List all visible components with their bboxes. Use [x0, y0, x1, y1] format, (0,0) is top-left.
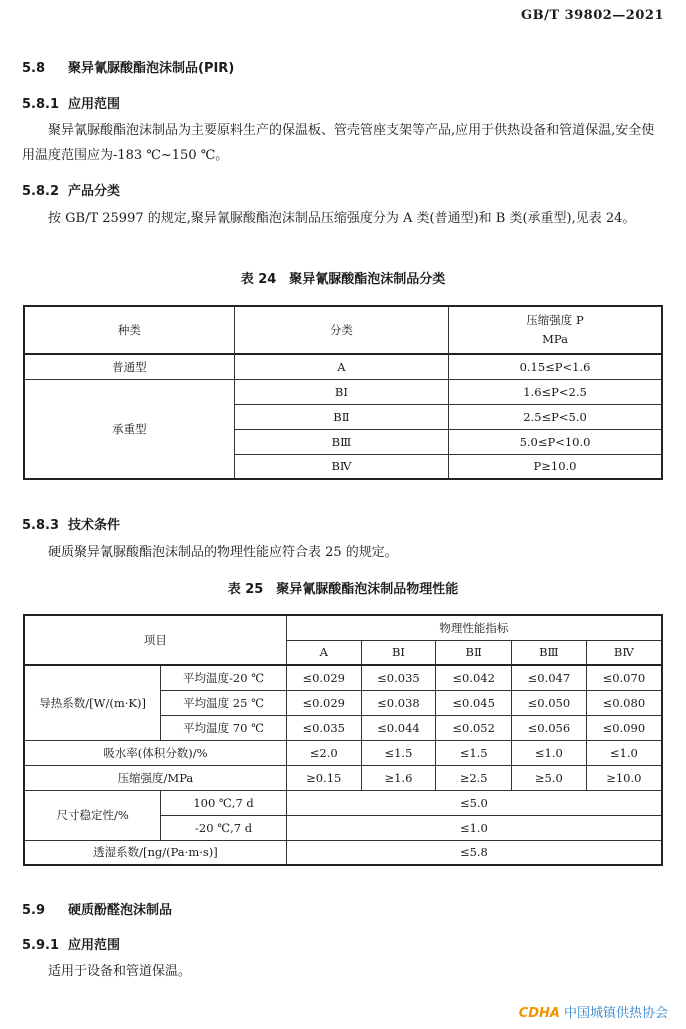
heading-5-9-1: 5.9.1 应用范围	[22, 938, 121, 953]
t25-condition: 平均温度 25 ℃	[161, 690, 287, 715]
t24-class: BⅣ	[234, 454, 448, 479]
t24-value-a: 0.15≤P<1.6	[449, 354, 662, 379]
t24-kind-normal: 普通型	[24, 354, 234, 379]
t25-cell: ≤0.035	[286, 715, 361, 740]
t25-water-absorption-label: 吸水率(体积分数)/%	[24, 740, 286, 765]
t25-cell: ≥2.5	[436, 765, 512, 790]
t25-vapor-permeability-label: 透湿系数/[ng/(Pa·m·s)]	[24, 840, 286, 865]
t25-condition: 平均温度-20 ℃	[161, 665, 287, 690]
t25-cell: ≥10.0	[586, 765, 662, 790]
watermark	[519, 1002, 668, 1021]
t25-cell: ≤0.045	[436, 690, 512, 715]
t25-cell: ≤0.052	[436, 715, 512, 740]
t25-cell: ≤1.0	[286, 815, 662, 840]
t25-col-header: BⅢ	[512, 640, 587, 665]
t25-condition: 100 ℃,7 d	[161, 790, 287, 815]
t25-condition: 平均温度 70 ℃	[161, 715, 287, 740]
heading-5-8-2: 5.8.2 产品分类	[22, 184, 121, 199]
paragraph-5-9-1: 适用于设备和管道保温。	[48, 964, 192, 979]
t25-cell: ≤0.042	[436, 665, 512, 690]
t24-header-class: 分类	[234, 306, 448, 354]
t24-value: P≥10.0	[449, 454, 662, 479]
t24-class: BⅡ	[234, 404, 448, 429]
t25-header-item: 项目	[24, 615, 286, 665]
t25-cell: ≤1.5	[361, 740, 436, 765]
t24-header-kind: 种类	[24, 306, 234, 354]
t25-cell: ≤1.5	[436, 740, 512, 765]
t25-cell: ≤0.047	[512, 665, 587, 690]
t25-cell: ≤1.0	[586, 740, 662, 765]
standard-number: GB/T 39802—2021	[521, 8, 664, 23]
t25-cell: ≤0.090	[586, 715, 662, 740]
t25-cell: ≤1.0	[512, 740, 587, 765]
t25-col-header: A	[286, 640, 361, 665]
paragraph-5-8-2: 按 GB/T 25997 的规定,聚异氰脲酸酯泡沫制品压缩强度分为 A 类(普通型)和 B 类(承重型),见表 24。	[48, 211, 636, 226]
t25-thermal-conductivity-label: 导热系数/[W/(m·K)]	[24, 665, 161, 740]
t25-cell: ≤0.044	[361, 715, 436, 740]
heading-5-8: 5.8 聚异氰脲酸酯泡沫制品(PIR)	[22, 61, 235, 76]
t24-value: 1.6≤P<2.5	[449, 379, 662, 404]
watermark-text: 中国城镇供热协会	[563, 1006, 668, 1021]
cdha-logo: CDHA	[518, 1006, 560, 1021]
table-24-caption: 表 24 聚异氰脲酸酯泡沫制品分类	[240, 272, 446, 287]
t24-kind-bearing: 承重型	[24, 379, 234, 479]
t25-col-header: BⅠ	[361, 640, 436, 665]
t24-class-a: A	[234, 354, 448, 379]
t25-cell: ≥5.0	[512, 765, 587, 790]
t24-class: BⅢ	[234, 429, 448, 454]
t25-cell: ≥1.6	[361, 765, 436, 790]
t25-cell: ≤0.038	[361, 690, 436, 715]
t25-compressive-strength-label: 压缩强度/MPa	[24, 765, 286, 790]
t25-col-header: BⅡ	[436, 640, 512, 665]
table-24	[23, 305, 663, 480]
paragraph-5-8-1: 聚异氰脲酸酯泡沫制品为主要原料生产的保温板、管壳管座支架等产品,应用于供热设备和管道保温,安全使用温度范围应为-183 ℃~150 ℃。	[22, 123, 655, 163]
t25-cell: ≤5.8	[286, 840, 662, 865]
table-25-caption: 表 25 聚异氰脲酸酯泡沫制品物理性能	[227, 582, 459, 597]
heading-5-8-1: 5.8.1 应用范围	[22, 97, 121, 112]
t24-value: 2.5≤P<5.0	[449, 404, 662, 429]
t25-cell: ≤0.070	[586, 665, 662, 690]
t25-cell: ≤0.056	[512, 715, 587, 740]
t25-cell: ≤0.029	[286, 690, 361, 715]
t24-value: 5.0≤P<10.0	[449, 429, 662, 454]
t25-header-index: 物理性能指标	[286, 615, 662, 640]
t25-cell: ≤0.050	[512, 690, 587, 715]
heading-5-9: 5.9 硬质酚醛泡沫制品	[22, 903, 173, 918]
t25-condition: -20 ℃,7 d	[161, 815, 287, 840]
heading-5-8-3: 5.8.3 技术条件	[22, 518, 121, 533]
t25-dimensional-stability-label: 尺寸稳定性/%	[24, 790, 161, 840]
t24-header-strength: 压缩强度 P MPa	[449, 306, 662, 354]
t25-cell: ≤2.0	[286, 740, 361, 765]
table-25	[23, 614, 663, 866]
t25-cell: ≤0.029	[286, 665, 361, 690]
t24-class: BⅠ	[234, 379, 448, 404]
t25-cell: ≥0.15	[286, 765, 361, 790]
t25-cell: ≤0.080	[586, 690, 662, 715]
t25-cell: ≤5.0	[286, 790, 662, 815]
t25-cell: ≤0.035	[361, 665, 436, 690]
paragraph-5-8-3: 硬质聚异氰脲酸酯泡沫制品的物理性能应符合表 25 的规定。	[48, 545, 398, 560]
t25-col-header: BⅣ	[586, 640, 662, 665]
